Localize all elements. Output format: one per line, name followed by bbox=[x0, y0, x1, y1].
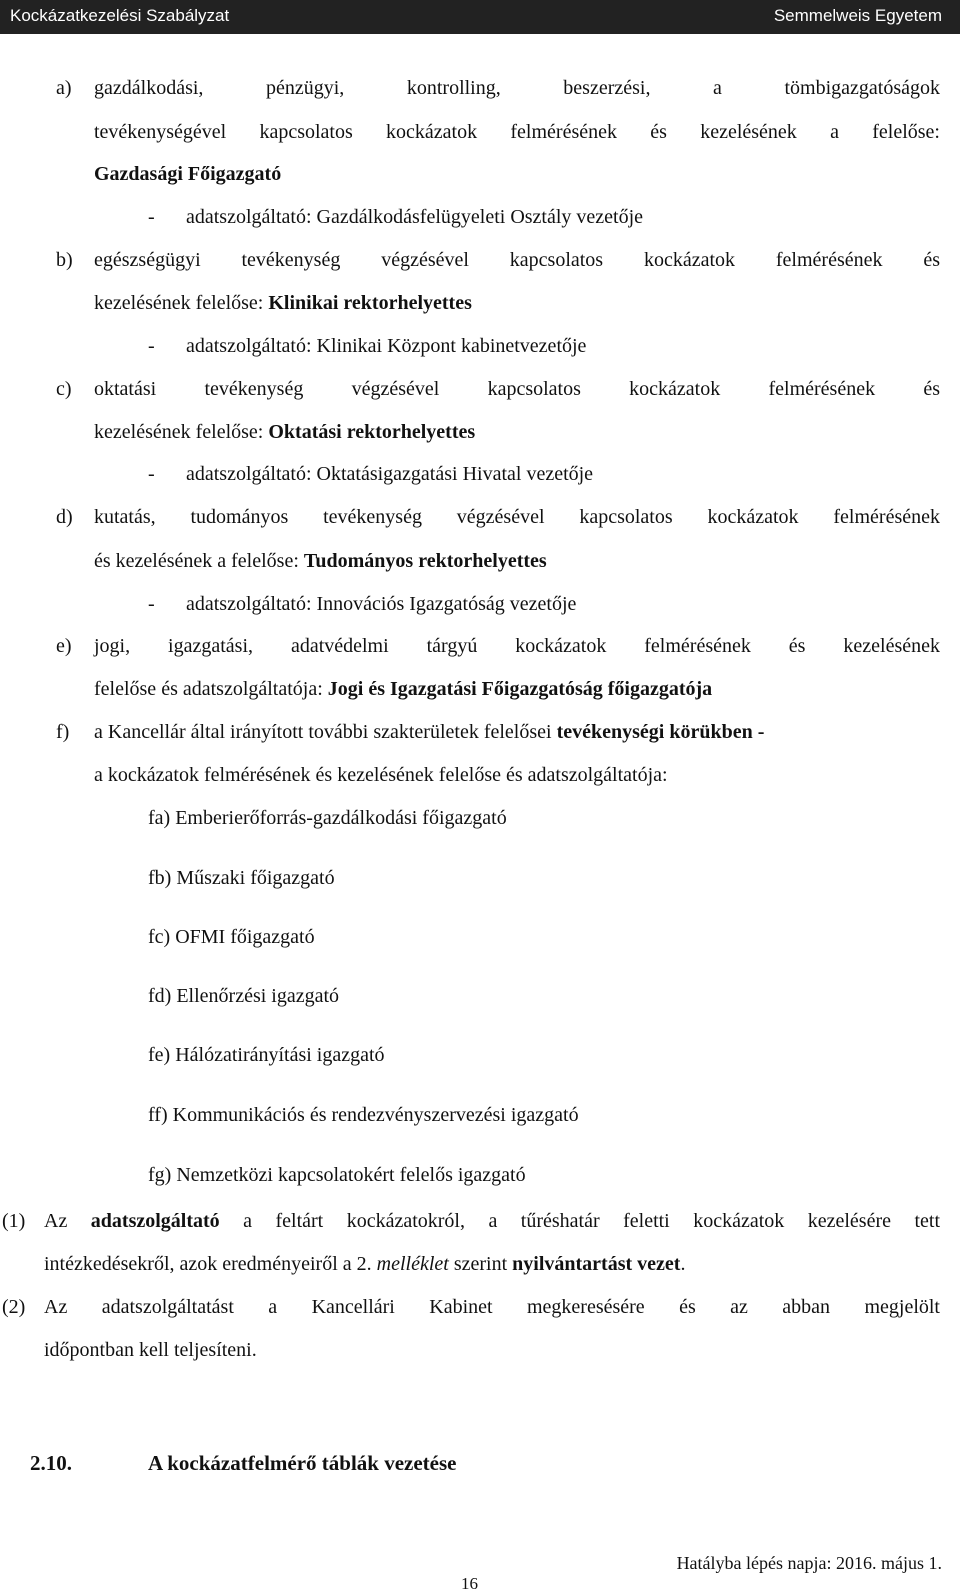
item-d-responsible: Tudományos rektorhelyettes bbox=[303, 550, 547, 572]
subitem-fa: fa) Emberierőforrás-gazdálkodási főigazgató bbox=[148, 807, 507, 829]
item-b-provider: - adatszolgáltató: Klinikai Központ kabinetvezetője bbox=[148, 335, 587, 357]
subitem-fg: fg) Nemzetközi kapcsolatokért felelős igazgató bbox=[148, 1164, 526, 1186]
dash: - bbox=[148, 335, 155, 357]
subitem-ff: ff) Kommunikációs és rendezvényszervezési igazgató bbox=[148, 1104, 579, 1126]
header-title: Kockázatkezelési Szabályzat bbox=[10, 6, 230, 25]
dash: - bbox=[148, 206, 155, 228]
paragraph-number: (1) bbox=[2, 1210, 26, 1232]
item-label: a) bbox=[56, 77, 72, 99]
item-a-provider: - adatszolgáltató: Gazdálkodásfelügyeleti Osztály vezetője bbox=[148, 206, 644, 228]
para1-annex-ref: melléklet bbox=[376, 1253, 449, 1275]
effective-date: Hatályba lépés napja: 2016. május 1. bbox=[676, 1553, 942, 1573]
para2-line1: Az adatszolgáltatást a Kancellári Kabinet megkeresésére és az abban megjelölt bbox=[44, 1296, 940, 1318]
para2-line2: időpontban kell teljesíteni. bbox=[44, 1339, 257, 1361]
item-b-line2: kezelésének felelőse: Klinikai rektorhelyettes bbox=[94, 292, 472, 314]
item-label: d) bbox=[56, 506, 73, 528]
section-number: 2.10. bbox=[30, 1451, 72, 1475]
item-label: f) bbox=[56, 721, 70, 743]
para1-bold-action: nyilvántartást vezet bbox=[512, 1253, 681, 1275]
item-e-line2: felelőse és adatszolgáltatója: Jogi és Igazgatási Főigazgatóság főigazgatója bbox=[94, 678, 713, 700]
item-e-line1: jogi, igazgatási, adatvédelmi tárgyú kockázatok felmérésének és kezelésének bbox=[94, 635, 940, 657]
para1-line1: Az adatszolgáltató a feltárt kockázatokról, a tűréshatár feletti kockázatok kezelésére tett bbox=[44, 1210, 941, 1232]
dash: - bbox=[148, 463, 155, 485]
dash: - bbox=[148, 593, 155, 615]
page-number: 16 bbox=[461, 1574, 478, 1593]
para1-bold-term: adatszolgáltató bbox=[90, 1210, 220, 1232]
item-label: b) bbox=[56, 249, 73, 271]
item-label: c) bbox=[56, 378, 72, 400]
item-c-line1: oktatási tevékenység végzésével kapcsolatos kockázatok felmérésének és bbox=[94, 378, 940, 400]
section-title: A kockázatfelmérő táblák vezetése bbox=[148, 1451, 457, 1475]
item-c-line2: kezelésének felelőse: Oktatási rektorhelyettes bbox=[94, 421, 476, 443]
item-d-line2: és kezelésének a felelőse: Tudományos rektorhelyettes bbox=[94, 550, 547, 572]
item-c-provider: - adatszolgáltató: Oktatásigazgatási Hivatal vezetője bbox=[148, 463, 594, 485]
subitem-fe: fe) Hálózatirányítási igazgató bbox=[148, 1044, 385, 1066]
item-d-line1: kutatás, tudományos tevékenység végzésével kapcsolatos kockázatok felmérésének bbox=[94, 506, 940, 528]
item-a-line2: tevékenységével kapcsolatos kockázatok felmérésének és kezelésének a felelőse: bbox=[94, 121, 940, 143]
item-f-line1: a Kancellár által irányított további szakterületek felelősei tevékenységi körükben - bbox=[94, 721, 765, 743]
item-a-line1: gazdálkodási, pénzügyi, kontrolling, beszerzési, a tömbigazgatóságok bbox=[94, 77, 940, 99]
para1-line2: intézkedésekről, azok eredményeiről a 2. melléklet szerint nyilvántartást vezet. bbox=[44, 1253, 686, 1275]
subitem-fb: fb) Műszaki főigazgató bbox=[148, 867, 335, 889]
header-institution: Semmelweis Egyetem bbox=[773, 6, 942, 25]
item-f-scope: tevékenységi körükben - bbox=[556, 721, 765, 743]
document-header bbox=[0, 0, 960, 34]
subitem-fd: fd) Ellenőrzési igazgató bbox=[148, 985, 340, 1007]
item-a-responsible: Gazdasági Főigazgató bbox=[94, 163, 282, 185]
item-e-responsible: Jogi és Igazgatási Főigazgatóság főigazgatója bbox=[327, 678, 713, 700]
item-d-provider: - adatszolgáltató: Innovációs Igazgatóság vezetője bbox=[148, 593, 577, 615]
item-c-responsible: Oktatási rektorhelyettes bbox=[268, 421, 476, 443]
item-label: e) bbox=[56, 635, 72, 657]
item-b-line1: egészségügyi tevékenység végzésével kapcsolatos kockázatok felmérésének és bbox=[94, 249, 940, 271]
subitem-fc: fc) OFMI főigazgató bbox=[148, 926, 315, 948]
item-b-responsible: Klinikai rektorhelyettes bbox=[268, 292, 472, 314]
item-f-line2: a kockázatok felmérésének és kezelésének felelőse és adatszolgáltatója: bbox=[94, 764, 668, 786]
paragraph-number: (2) bbox=[2, 1296, 26, 1318]
